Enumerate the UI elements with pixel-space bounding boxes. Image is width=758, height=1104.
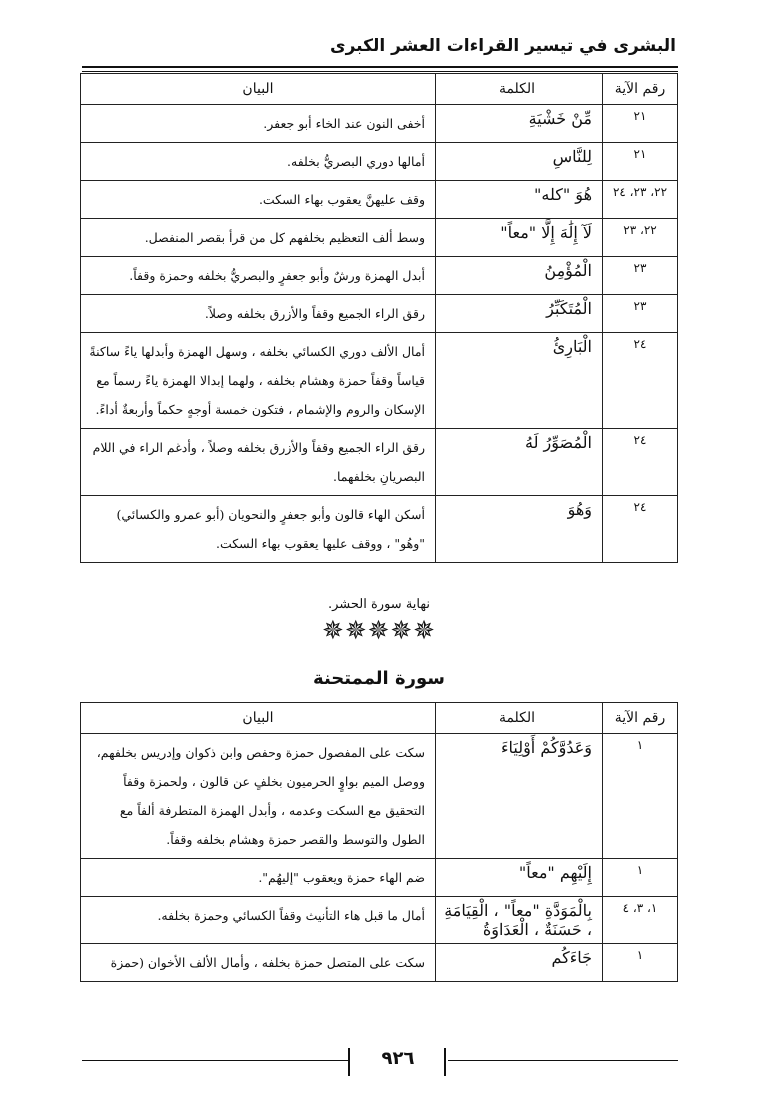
quran-word: الْبَارِئُ [436, 333, 603, 429]
header-rule-thin [82, 71, 678, 72]
aya-number: ٢٤ [603, 429, 678, 496]
qiraat-table-hashr [80, 73, 678, 563]
header-rule [82, 66, 678, 68]
quran-word: الْمُؤْمِنُ [436, 257, 603, 295]
table-row [81, 897, 678, 944]
col-aya-header: رقم الآية [603, 703, 678, 734]
quran-word: وَعَدُوَّكُمْ أَوْلِيَاءَ [436, 734, 603, 859]
quran-word: بِالْمَوَدَّةِ "معاً" ، الْقِيَامَةِ ، حَسَنَةٌ ، الْعَدَاوَةُ [436, 897, 603, 944]
table-row [81, 429, 678, 496]
footer-rule-right [448, 1060, 678, 1061]
bayan-text: أسكن الهاء قالون وأبو جعفرٍ والنحويان (أبو عمرو والكسائي) "وهُو" ، ووقف عليها يعقوب بهاء السكت. [81, 496, 436, 563]
table-row [81, 143, 678, 181]
col-bayan-header: البيان [81, 703, 436, 734]
table-header-row [81, 74, 678, 105]
aya-number: ٢٣ [603, 295, 678, 333]
bayan-text: وسط ألف التعظيم بخلفهم كل من قرأ بقصر المنفصل. [81, 219, 436, 257]
bayan-text: ضم الهاء حمزة ويعقوب "إليهُم". [81, 859, 436, 897]
aya-number: ٢٢، ٢٣ [603, 219, 678, 257]
table-row [81, 257, 678, 295]
aya-number: ٢٤ [603, 496, 678, 563]
bayan-text: أبدل الهمزة ورشٌ وأبو جعفرٍ والبصريُّ بخلفه وحمزة وقفاً. [81, 257, 436, 295]
table-row [81, 734, 678, 859]
star-ornament-icon: ✵✵✵✵✵ [322, 616, 436, 646]
bayan-text: أمالها دوري البصريُّ بخلفه. [81, 143, 436, 181]
quran-word: لِلنَّاسِ [436, 143, 603, 181]
aya-number: ١ [603, 734, 678, 859]
aya-number: ٢٤ [603, 333, 678, 429]
footer-rule-left [82, 1060, 350, 1061]
bayan-text: سكت على المتصل حمزة بخلفه ، وأمال الألف الأخوان (حمزة [81, 944, 436, 982]
page-header: البشرى في تيسير القراءات العشر الكبرى [330, 36, 676, 56]
table-row [81, 181, 678, 219]
aya-number: ٢١ [603, 143, 678, 181]
bayan-text: رقق الراء الجميع وقفاً والأزرق بخلفه وصلاً ، وأدغم الراء في اللام البصريانِ بخلفهما. [81, 429, 436, 496]
qiraat-table-mumtahana [80, 702, 678, 982]
col-word-header: الكلمة [436, 74, 603, 105]
bayan-text: أمال الألف دوري الكسائي بخلفه ، وسهل الهمزة وأبدلها ياءً ساكنةً قياساً وقفاً حمزة وهشام بخلفه ، ولهما إبدالا الهمزة ياءً رسماً مع الإسكان والروم والإشمام ، فتكون خمسة أوجهٍ حكماً وأربعةٌ أداءً. [81, 333, 436, 429]
quran-word: إِلَيْهِم "معاً" [436, 859, 603, 897]
quran-word: لَآ إِلَٰهَ إِلَّا "معاً" [436, 219, 603, 257]
table-row [81, 219, 678, 257]
aya-number: ١ [603, 859, 678, 897]
page-number: ٩٢٦ [381, 1048, 415, 1069]
quran-word: مِّنْ خَشْيَةِ [436, 105, 603, 143]
bayan-text: رقق الراء الجميع وقفاً والأزرق بخلفه وصلاً. [81, 295, 436, 333]
table-row [81, 333, 678, 429]
bayan-text: سكت على المفصول حمزة وحفص وابن ذكوان وإدريس بخلفهم، ووصل الميم بواوٍ الحرميون بخلفٍ عن قالون ، ولحمزة وقفاً التحقيق مع السكت وعدمه ، وأبدل الهمزة المتطرفة ألفاً مع الطول والتوسط والقصر حمزة وهشام بخلفه وقفاً. [81, 734, 436, 859]
aya-number: ٢١ [603, 105, 678, 143]
quran-word: الْمُصَوِّرُ لَهُ [436, 429, 603, 496]
sura-end-note: نهاية سورة الحشر. [328, 597, 430, 612]
quran-word: هُوَ "كله" [436, 181, 603, 219]
bayan-text: وقف عليهنَّ يعقوب بهاء السكت. [81, 181, 436, 219]
quran-word: الْمُتَكَبِّرُ [436, 295, 603, 333]
col-word-header: الكلمة [436, 703, 603, 734]
table-row [81, 944, 678, 982]
aya-number: ١، ٣، ٤ [603, 897, 678, 944]
table-row [81, 295, 678, 333]
quran-word: وَهُوَ [436, 496, 603, 563]
quran-word: جَاءَكُم [436, 944, 603, 982]
col-aya-header: رقم الآية [603, 74, 678, 105]
aya-number: ٢٣ [603, 257, 678, 295]
bayan-text: أخفى النون عند الخاء أبو جعفر. [81, 105, 436, 143]
table-header-row [81, 703, 678, 734]
aya-number: ١ [603, 944, 678, 982]
sura-title: سورة الممتحنة [313, 668, 445, 689]
bayan-text: أمال ما قبل هاء التأنيث وقفاً الكسائي وحمزة بخلفه. [81, 897, 436, 944]
table-row [81, 496, 678, 563]
col-bayan-header: البيان [81, 74, 436, 105]
table-row [81, 859, 678, 897]
table-row [81, 105, 678, 143]
aya-number: ٢٢، ٢٣، ٢٤ [603, 181, 678, 219]
